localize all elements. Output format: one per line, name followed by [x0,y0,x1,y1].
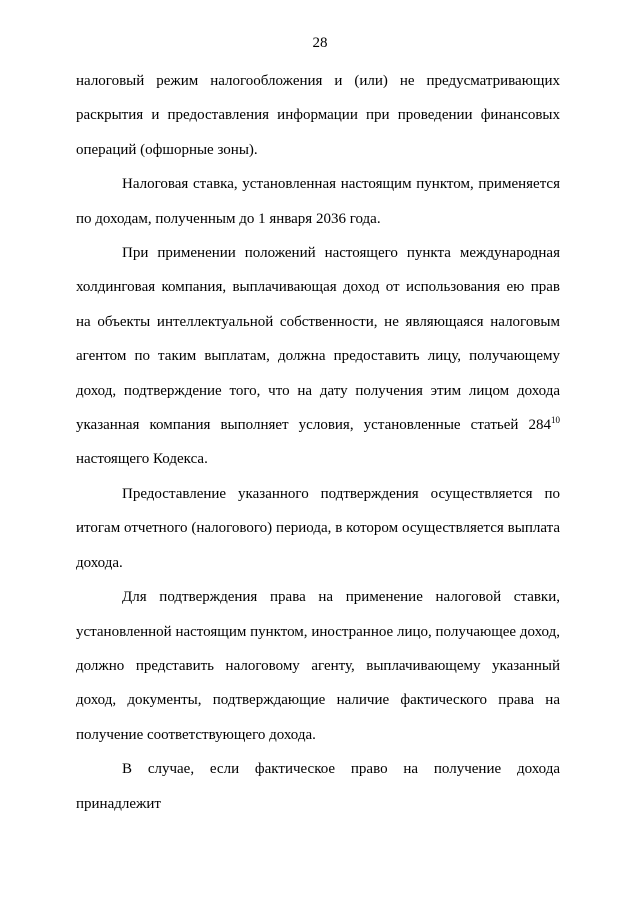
paragraph-holding-company-text: При применении положений настоящего пункта международная холдинговая компания, выплачивающая доход от использования ею прав на объекты интеллектуальной собственности, не являющаяся налоговым агентом по таким выплатам, должна предоставить лицу, получающему доход, подтверждение того, что на дату получения этим лицом дохода указанная компания выполняет условия, установленные статьей 284 [76,245,560,434]
paragraph-tax-rate: Налоговая ставка, установленная настоящим пунктом, применяется по доходам, полученным до 1 января 2036 года. [76,176,560,227]
paragraph-confirmation: Предоставление указанного подтверждения осуществляется по итогам отчетного (налогового) периода, в котором осуществляется выплата дохода. [76,485,560,571]
document-body [76,64,560,821]
paragraph-holding-company-tail: настоящего Кодекса. [76,451,208,468]
paragraph-holding-company [76,236,560,477]
page-number: 28 [312,35,328,51]
paragraph-beneficial-owner: В случае, если фактическое право на получение дохода принадлежит [76,761,560,812]
paragraph-foreign-entity: Для подтверждения права на применение налоговой ставки, установленной настоящим пунктом, иностранное лицо, получающее доход, должно представить налоговому агенту, выплачивающему указанный доход, документы, подтверждающие наличие фактического права на получение соответствующего дохода. [76,589,560,743]
paragraph-offshore-continuation: налоговый режим налогообложения и (или) не предусматривающих раскрытия и предоставления информации при проведении финансовых операций (офшорные зоны). [76,73,560,158]
article-superscript: 10 [551,415,560,426]
